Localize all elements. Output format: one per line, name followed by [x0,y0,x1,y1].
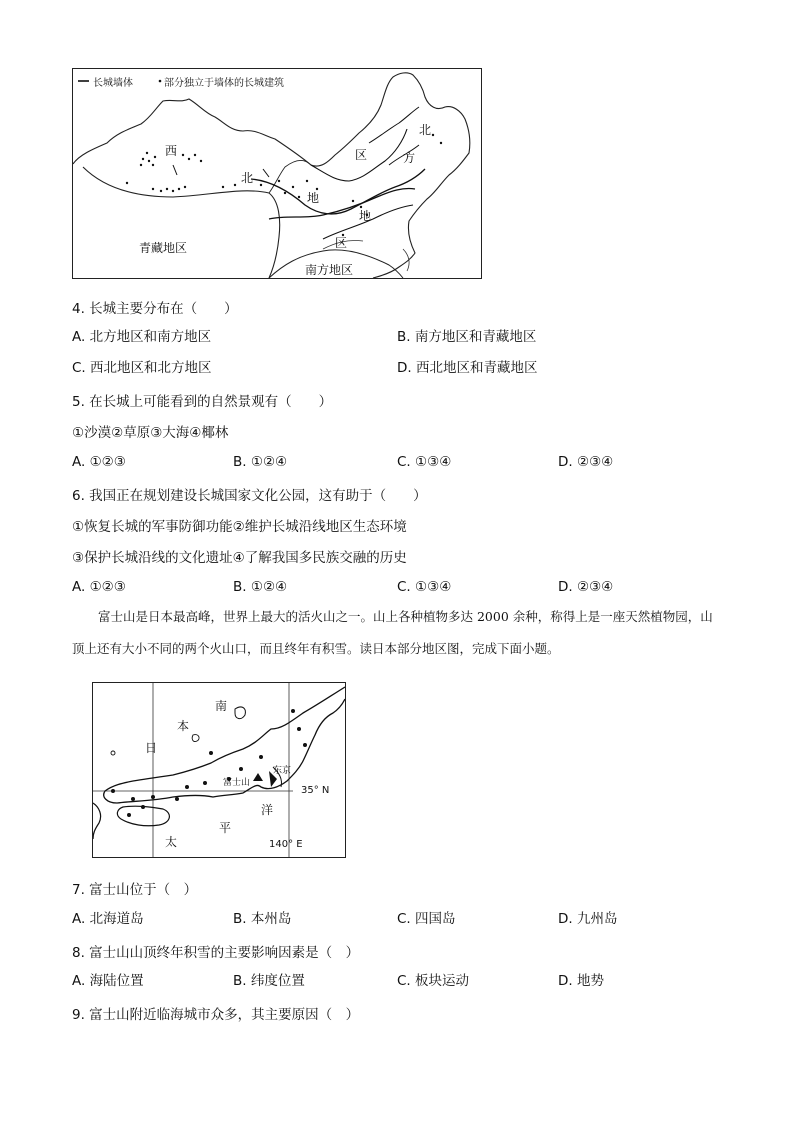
q8-stem: 8. 富士山山顶终年积雪的主要影响因素是（ ） [72,945,360,961]
q8-option-c[interactable]: C. 板块运动 [397,973,470,989]
legend-dots-label: 部分独立于墙体的长城建筑 [164,78,284,89]
q7-option-d[interactable]: D. 九州岛 [558,911,618,927]
q7-option-b[interactable]: B. 本州岛 [233,911,292,927]
q8-option-a[interactable]: A. 海陆位置 [72,973,144,989]
map-label-xi: 西 [165,144,178,158]
q7-stem: 7. 富士山位于（ ） [72,882,198,898]
q4-option-a[interactable]: A. 北方地区和南方地区 [72,329,212,345]
q7-option-c[interactable]: C. 四国岛 [397,911,456,927]
map-label-bei-b: 北 [419,123,432,137]
q5-option-d[interactable]: D. ②③④ [558,454,614,470]
q6-items-2: ③保护长城沿线的文化遗址④了解我国多民族交融的历史 [72,550,407,566]
map-label-nanfang: 南方地区 [305,263,354,277]
map-label-bei-a: 北 [241,171,254,185]
great-wall-map [72,68,482,279]
q8-option-d[interactable]: D. 地势 [558,973,604,989]
q7-option-a[interactable]: A. 北海道岛 [72,911,144,927]
q5-option-a[interactable]: A. ①②③ [72,454,126,470]
q4-option-d[interactable]: D. 西北地区和青藏地区 [397,360,538,376]
map-label-nan: 南 [215,699,228,713]
map-label-ri: 日 [145,741,158,755]
q4-stem: 4. 长城主要分布在（ ） [72,301,238,317]
q6-items-1: ①恢复长城的军事防御功能②维护长城沿线地区生态环境 [72,519,407,535]
q6-stem: 6. 我国正在规划建设长城国家文化公园，这有助于（ ） [72,488,427,504]
map-label-tokyo: 东京 [273,766,292,776]
q4-option-c[interactable]: C. 西北地区和北方地区 [72,360,212,376]
map-label-qu-b: 区 [335,236,348,250]
map-label-ping: 平 [219,821,232,835]
q5-stem: 5. 在长城上可能看到的自然景观有（ ） [72,394,333,410]
q5-option-b[interactable]: B. ①②④ [233,454,288,470]
legend-wall-label: 长城墙体 [93,78,133,89]
q6-option-b[interactable]: B. ①②④ [233,579,288,595]
map-label-di-a: 地 [307,191,320,205]
q6-option-c[interactable]: C. ①③④ [397,579,452,595]
japan-map [92,682,346,858]
map-label-fuji: 富士山 [223,778,251,788]
q8-option-b[interactable]: B. 纬度位置 [233,973,305,989]
map-label-fang: 方 [403,151,416,165]
map-label-qingzang: 青藏地区 [139,241,188,255]
q5-option-c[interactable]: C. ①③④ [397,454,452,470]
q6-option-a[interactable]: A. ①②③ [72,579,126,595]
map-label-yang: 洋 [261,803,274,817]
map-label-di-b: 地 [359,209,372,223]
reading-passage: 富士山是日本最高峰，世界上最大的活火山之一。山上各种植物多达 2000 余种，称得上是一座天然植物园，山顶上还有大小不同的两个火山口，而且终年有积雪。读日本部分地区图，完成下面小题。 [72,609,713,656]
q5-items: ①沙漠②草原③大海④椰林 [72,425,229,441]
map-label-lon: 140° E [269,839,303,850]
map-label-tai: 太 [165,835,178,849]
great-wall-map-drawing [73,69,481,278]
q9-stem: 9. 富士山附近临海城市众多，其主要原因（ ） [72,1007,360,1023]
q4-option-b[interactable]: B. 南方地区和青藏地区 [397,329,537,345]
map-label-qu-a: 区 [355,148,368,162]
map-label-lat: 35° N [301,785,330,796]
map-label-ben: 本 [177,719,190,733]
q6-option-d[interactable]: D. ②③④ [558,579,614,595]
